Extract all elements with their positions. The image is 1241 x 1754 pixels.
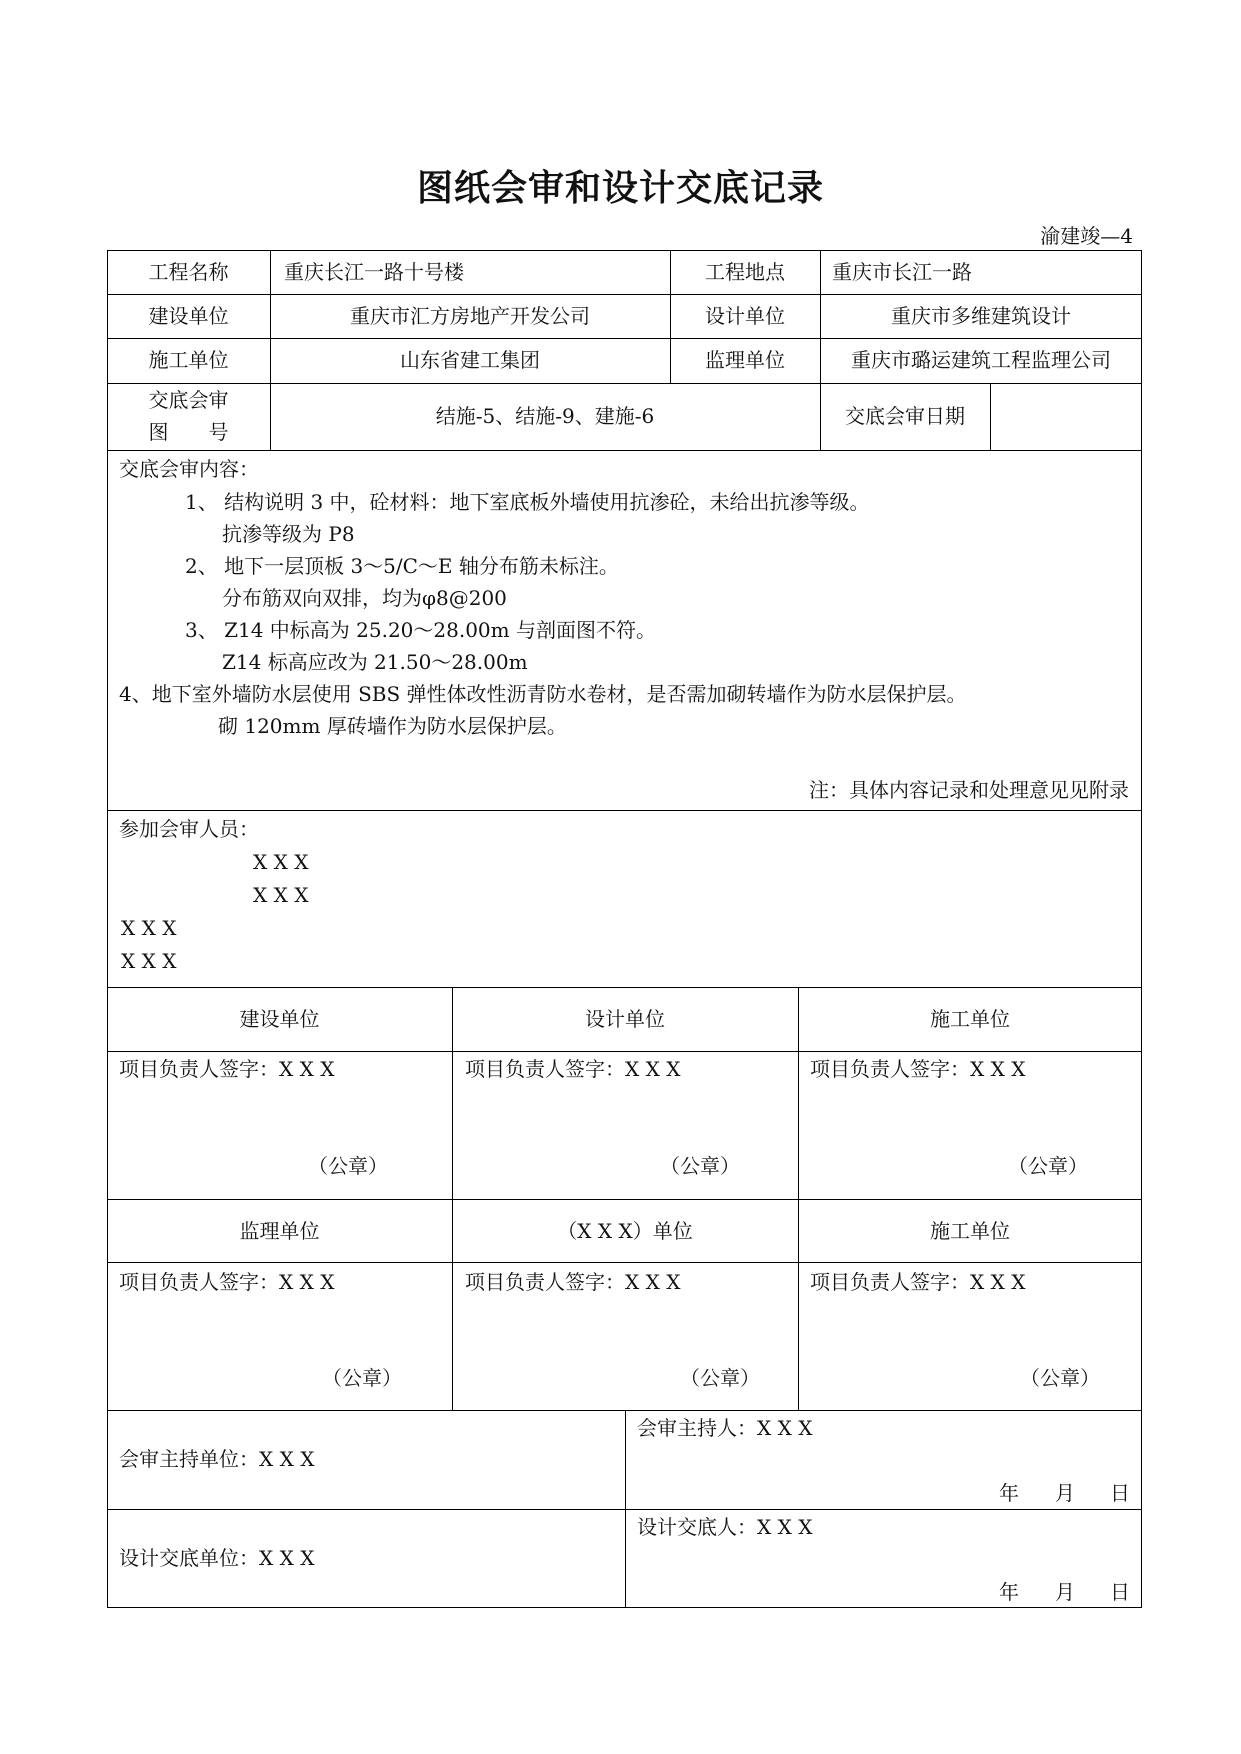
- host-person: 会审主持人：X X X: [637, 1416, 813, 1440]
- drawing-number-value: 结施-5、结施-9、建施-6: [435, 404, 655, 428]
- review-date-label: 交底会审日期: [845, 404, 965, 428]
- sig-header-owner: 建设单位: [239, 1007, 320, 1031]
- host-unit: 会审主持单位：X X X: [119, 1447, 315, 1471]
- sig-header-other-unit: （X X X）单位: [557, 1219, 693, 1243]
- official-seal: （公章）: [680, 1366, 760, 1390]
- attendee-name: X X X: [253, 850, 309, 874]
- supervisor-label: 监理单位: [705, 348, 785, 372]
- row-divider: [107, 810, 1142, 811]
- row-divider: [107, 450, 1142, 451]
- sig-header-contractor: 施工单位: [930, 1007, 1010, 1031]
- record-table: [107, 250, 1142, 1608]
- design-unit: 设计交底单位：X X X: [119, 1546, 315, 1570]
- official-seal: （公章）: [308, 1154, 388, 1178]
- row-divider: [107, 1262, 1142, 1263]
- col-divider: [990, 383, 991, 450]
- content-line: 1、 结构说明 3 中，砼材料：地下室底板外墙使用抗渗砼，未给出抗渗等级。: [185, 490, 870, 514]
- owner-label: 建设单位: [148, 304, 229, 328]
- content-line: 4、地下室外墙防水层使用 SBS 弹性体改性沥青防水卷材，是否需加砌转墙作为防水层保护层。: [119, 682, 967, 706]
- row-divider: [107, 1051, 1142, 1052]
- content-line: 3、 Z14 中标高为 25.20～28.00m 与剖面图不符。: [185, 618, 656, 642]
- col-divider: [798, 987, 799, 1410]
- project-site-value: 重庆市长江一路: [832, 260, 972, 284]
- row-divider: [107, 987, 1142, 988]
- col-divider: [625, 1410, 626, 1608]
- designer-label: 设计单位: [705, 304, 785, 328]
- design-person: 设计交底人：X X X: [637, 1515, 813, 1539]
- content-line: 2、 地下一层顶板 3～5/C～E 轴分布筋未标注。: [185, 554, 619, 578]
- signer-text: 项目负责人签字：X X X: [465, 1057, 681, 1081]
- attendee-name: X X X: [121, 916, 177, 940]
- project-site-label: 工程地点: [705, 260, 785, 284]
- official-seal: （公章）: [1020, 1366, 1100, 1390]
- row-divider: [107, 338, 1142, 339]
- content-line: 砌 120mm 厚砖墙作为防水层保护层。: [218, 714, 567, 738]
- document-number: 渝建竣—4: [1040, 224, 1133, 248]
- content-note: 注：具体内容记录和处理意见见附录: [809, 778, 1129, 802]
- date-month: 月: [1055, 1481, 1075, 1505]
- content-line: 抗渗等级为 P8: [222, 522, 355, 546]
- official-seal: （公章）: [660, 1154, 740, 1178]
- drawing-number-label: 交底会审: [148, 388, 229, 412]
- document-title: 图纸会审和设计交底记录: [416, 167, 824, 209]
- signer-text: 项目负责人签字：X X X: [465, 1270, 681, 1294]
- date-month: 月: [1055, 1580, 1075, 1604]
- owner-value: 重庆市汇方房地产开发公司: [350, 304, 590, 328]
- signer-text: 项目负责人签字：X X X: [810, 1270, 1026, 1294]
- date-year: 年: [999, 1481, 1019, 1505]
- date-day: 日: [1110, 1481, 1130, 1505]
- attendee-name: X X X: [253, 883, 309, 907]
- supervisor-value: 重庆市璐运建筑工程监理公司: [851, 348, 1111, 372]
- content-line: 分布筋双向双排，均为φ8@200: [222, 586, 507, 610]
- attendee-name: X X X: [121, 949, 177, 973]
- official-seal: （公章）: [1008, 1154, 1088, 1178]
- drawing-number-label-2: 图 号: [148, 420, 229, 444]
- row-divider: [107, 294, 1142, 295]
- contractor-value: 山东省建工集团: [400, 348, 540, 372]
- official-seal: （公章）: [322, 1366, 402, 1390]
- sig-header-designer: 设计单位: [585, 1007, 665, 1031]
- col-divider: [452, 987, 453, 1410]
- sig-header-supervisor: 监理单位: [239, 1219, 320, 1243]
- row-divider: [107, 383, 1142, 384]
- date-year: 年: [999, 1580, 1019, 1604]
- project-name-value: 重庆长江一路十号楼: [284, 260, 464, 284]
- content-line: Z14 标高应改为 21.50～28.00m: [222, 650, 528, 674]
- project-name-label: 工程名称: [148, 260, 229, 284]
- sig-header-contractor-2: 施工单位: [930, 1219, 1010, 1243]
- signer-text: 项目负责人签字：X X X: [119, 1270, 335, 1294]
- designer-value: 重庆市多维建筑设计: [891, 304, 1071, 328]
- content-label: 交底会审内容：: [119, 457, 259, 481]
- date-day: 日: [1110, 1580, 1130, 1604]
- signer-text: 项目负责人签字：X X X: [119, 1057, 335, 1081]
- contractor-label: 施工单位: [148, 348, 229, 372]
- attendees-label: 参加会审人员：: [119, 817, 259, 841]
- signer-text: 项目负责人签字：X X X: [810, 1057, 1026, 1081]
- row-divider: [107, 1199, 1142, 1200]
